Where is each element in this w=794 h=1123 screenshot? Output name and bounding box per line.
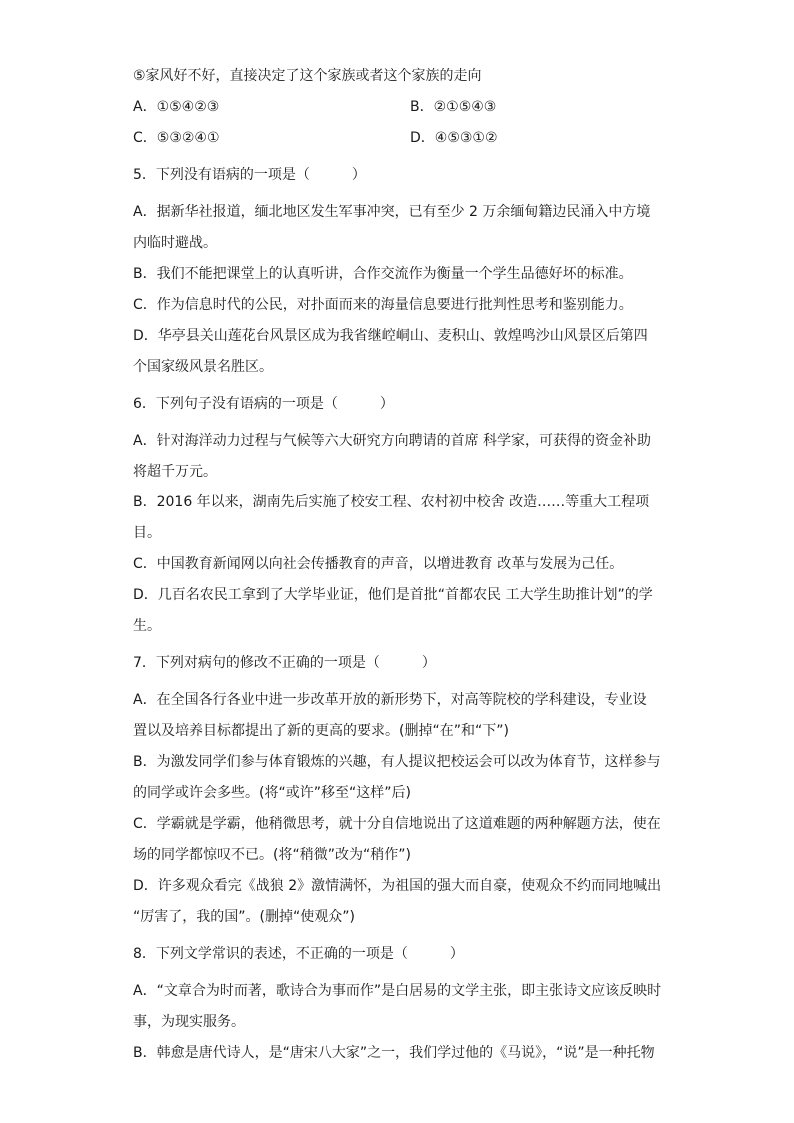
q5-option-d-line1: D．华亭县关山莲花台风景区成为我省继崆峒山、麦积山、敦煌鸣沙山风景区后第四 — [133, 328, 648, 344]
q5-option-d-line2: 个国家级风景名胜区。 — [133, 359, 273, 375]
q6-option-b-line2: 目。 — [133, 525, 161, 541]
q6-stem: 6．下列句子没有语病的一项是（ ） — [133, 396, 394, 412]
q5-option-a-line1: A．据新华社报道，缅北地区发生军事冲突，已有至少 2 万余缅甸籍边民涌入中方境 — [133, 204, 651, 220]
q8-option-b-line1: B．韩愈是唐代诗人，是“唐宋八大家”之一，我们学过他的《马说》，“说”是一种托物 — [133, 1045, 655, 1061]
q8-option-a-line1: A．“文章合为时而著，歌诗合为事而作”是白居易的文学主张，即主张诗文应该反映时 — [133, 983, 662, 999]
q8-stem: 8．下列文学常识的表述，不正确的一项是（ ） — [133, 946, 464, 962]
q6-option-c: C．中国教育新闻网以向社会传播教育的声音，以增进教育 改革与发展为己任。 — [133, 556, 624, 572]
q4-option-d: D．④⑤③①② — [410, 130, 498, 146]
q6-option-d-line1: D．几百名农民工拿到了大学毕业证，他们是首批“首都农民 工大学生助推计划”的学 — [133, 587, 653, 603]
q7-option-c-line2: 场的同学都惊叹不已。(将“稍微”改为“稍作”) — [133, 847, 411, 863]
q7-option-d-line1: D．许多观众看完《战狼 2》激情满怀，为祖国的强大而自豪，使观众不约而同地喊出 — [133, 878, 662, 894]
q7-option-a-line2: 置以及培养目标都提出了新的更高的要求。(删掉“在”和“下”) — [133, 723, 509, 739]
q6-option-b-line1: B．2016 年以来，湖南先后实施了校安工程、农村初中校舍 改造……等重大工程项 — [133, 494, 650, 510]
q7-option-b-line1: B．为激发同学们参与体育锻炼的兴趣，有人提议把校运会可以改为体育节，这样参与 — [133, 754, 661, 770]
q7-option-c-line1: C．学霸就是学霸，他稍微思考，就十分自信地说出了这道难题的两种解题方法，使在 — [133, 816, 661, 832]
q5-option-c: C．作为信息时代的公民，对扑面而来的海量信息要进行批判性思考和鉴别能力。 — [133, 297, 633, 313]
q4-line-5: ⑤家风好不好，直接决定了这个家族或者这个家族的走向 — [133, 68, 482, 84]
q6-option-d-line2: 生。 — [133, 618, 161, 634]
q5-option-a-line2: 内临时避战。 — [133, 235, 217, 251]
q6-option-a-line1: A．针对海洋动力过程与气候等六大研究方向聘请的首席 科学家，可获得的资金补助 — [133, 433, 652, 449]
q7-stem: 7．下列对病句的修改不正确的一项是（ ） — [133, 655, 436, 671]
q7-option-d-line2: “厉害了，我的国”。(删掉“使观众”) — [133, 909, 355, 925]
q4-option-c: C．⑤③②④① — [133, 130, 220, 146]
q7-option-b-line2: 的同学或许会多些。(将“或许”移至“这样”后) — [133, 785, 411, 801]
q8-option-a-line2: 事，为现实服务。 — [133, 1014, 245, 1030]
q5-option-b: B．我们不能把课堂上的认真听讲，合作交流作为衡量一个学生品德好坏的标准。 — [133, 266, 633, 282]
q7-option-a-line1: A．在全国各行各业中进一步改革开放的新形势下，对高等院校的学科建设，专业设 — [133, 692, 647, 708]
q4-option-b: B．②①⑤④③ — [410, 99, 497, 115]
q6-option-a-line2: 将超千万元。 — [133, 464, 217, 480]
q4-option-a: A．①⑤④②③ — [133, 99, 220, 115]
q5-stem: 5．下列没有语病的一项是（ ） — [133, 167, 366, 183]
